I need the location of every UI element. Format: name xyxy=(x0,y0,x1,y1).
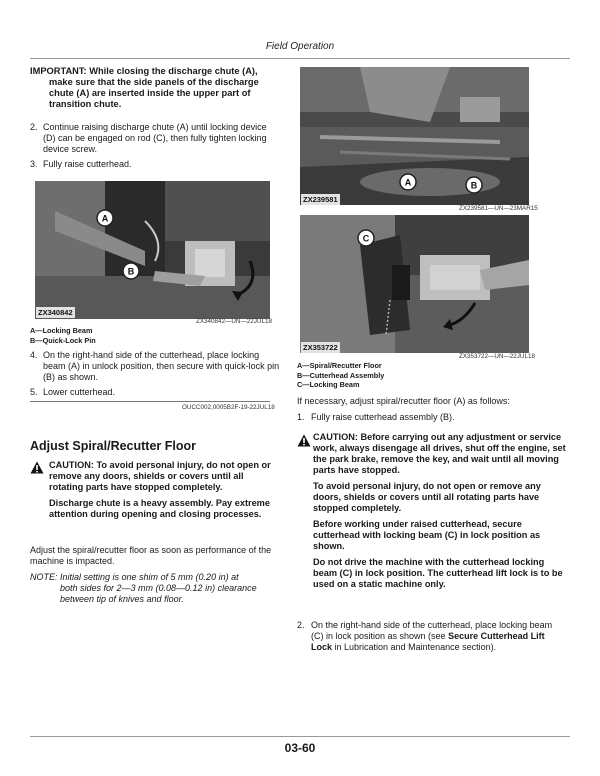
callout-a xyxy=(400,174,416,190)
step-4 xyxy=(30,350,280,383)
figure-legend xyxy=(297,361,384,390)
figure-spiral-floor-illustration xyxy=(300,67,529,205)
step-text-part: in Lubrication and Maintenance section). xyxy=(332,642,497,652)
page-number: 03-60 xyxy=(284,741,316,755)
note-lead: NOTE: Initial setting is one shim of 5 mm (0.20 in) at xyxy=(30,572,239,582)
cross-reference: Secure Cutterhead Lift Lock xyxy=(311,631,545,652)
body-paragraph: Adjust the spiral/recutter floor as soon as performance of the machine is impacted. xyxy=(30,545,272,566)
step-number: 4. xyxy=(30,350,38,360)
warning-icon xyxy=(297,434,311,452)
callout-a-label: A xyxy=(404,177,412,188)
callout-c xyxy=(358,230,374,246)
step-text: Fully raise cutterhead. xyxy=(43,159,132,169)
figure-locking-beam-lock-illustration xyxy=(300,215,529,353)
step-number: 3. xyxy=(30,159,38,169)
step-number: 1. xyxy=(297,412,305,422)
legend-item: A—Locking Beam xyxy=(30,326,93,335)
note-rest: both sides for 2—3 mm (0.08—0.12 in) clearance between tip of knives and floor. xyxy=(60,583,257,604)
step-1 xyxy=(297,412,567,423)
callout-a xyxy=(97,210,113,226)
legend-item: B—Quick-Lock Pin xyxy=(30,335,96,345)
important-notice xyxy=(30,66,280,110)
step-text: Lower cutterhead. xyxy=(43,387,116,397)
step-number: 2. xyxy=(30,122,38,132)
running-header: Field Operation xyxy=(265,41,335,52)
caution-paragraph: Before working under raised cutterhead, secure cutterhead with locking beam (C) in lock position as shown. xyxy=(313,519,541,551)
legend-item: A—Spiral/Recutter Floor xyxy=(297,361,382,370)
figure-spiral-floor-photo xyxy=(300,67,529,205)
caution-paragraph: Discharge chute is a heavy assembly. Pay extreme attention during opening and closing processes. xyxy=(49,498,270,519)
callout-b-label: B xyxy=(127,266,135,277)
legend-item: C—Locking Beam xyxy=(297,380,360,389)
callout-a-label: A xyxy=(101,213,109,224)
step-number: 2. xyxy=(297,620,305,630)
figure-code: ZX340842—UN—22JUL18 xyxy=(196,318,272,325)
reference-code: OUCC002,0005B2F-19-22JUL18 xyxy=(182,404,275,411)
figure-legend xyxy=(30,326,96,345)
section-separator xyxy=(30,401,270,402)
caution-paragraph: To avoid personal injury, do not open or remove any doors, shields or covers until all rotating parts have stopped completely. xyxy=(313,481,541,513)
callout-c-label: C xyxy=(362,233,370,244)
step-text: Fully raise cutterhead assembly (B). xyxy=(311,412,455,422)
figure-id: ZX353722 xyxy=(303,343,338,352)
step-3 xyxy=(30,159,280,170)
figure-id: ZX340842 xyxy=(38,308,73,317)
figure-code: ZX353722—UN—22JUL18 xyxy=(459,353,535,360)
legend-item: B—Cutterhead Assembly xyxy=(297,370,385,380)
important-lead: IMPORTANT: While closing the discharge chute (A), xyxy=(30,66,258,76)
footer-rule xyxy=(30,736,570,737)
step-number: 5. xyxy=(30,387,38,397)
caution-paragraph: Do not drive the machine with the cutterhead locking beam (C) in lock position. The cutterhead lift lock is to be used on a static machine only. xyxy=(313,557,563,589)
step-2 xyxy=(30,122,280,155)
important-rest: make sure that the side panels of the discharge chute (A) are inserted inside the upper part of transition chute. xyxy=(49,77,259,109)
section-heading: Adjust Spiral/Recutter Floor xyxy=(30,439,196,453)
intro-paragraph: If necessary, adjust spiral/recutter floor (A) as follows: xyxy=(297,396,510,406)
step-text xyxy=(311,620,567,653)
note xyxy=(30,572,275,605)
figure-locking-beam-photo xyxy=(35,181,270,319)
figure-id: ZX239581 xyxy=(303,195,338,204)
step-text-part: On the right-hand side of the cutterhead, place locking beam (C) in lock position as shown (see xyxy=(311,620,553,641)
warning-icon xyxy=(30,461,44,479)
caution-block xyxy=(49,460,279,525)
step-text: On the right-hand side of the cutterhead, place locking beam (A) in unlock position, then secure with quick-lock pin (B) as shown. xyxy=(43,350,280,382)
step-5 xyxy=(30,387,280,398)
caution-paragraph: CAUTION: Before carrying out any adjustment or service work, always disengage all drives, shut off the engine, set the park brake, remove the key, and wait until all moving parts have stopped. xyxy=(313,432,566,475)
step-text: Continue raising discharge chute (A) until locking device (D) can be engaged on rod (C), then fully tighten locking device screw. xyxy=(43,122,267,154)
figure-locking-beam-lock-photo xyxy=(300,215,529,353)
callout-b xyxy=(123,263,139,279)
figure-locking-beam-illustration xyxy=(35,181,270,319)
callout-b-label: B xyxy=(470,180,478,191)
header-rule xyxy=(30,58,570,59)
figure-code: ZX239581—UN—23MAR15 xyxy=(459,205,538,212)
caution-block xyxy=(313,432,568,595)
callout-b xyxy=(466,177,482,193)
step-2-right xyxy=(297,620,567,653)
caution-paragraph: CAUTION: To avoid personal injury, do not open or remove any doors, shields or covers until all rotating parts have stopped completely. xyxy=(49,460,271,492)
